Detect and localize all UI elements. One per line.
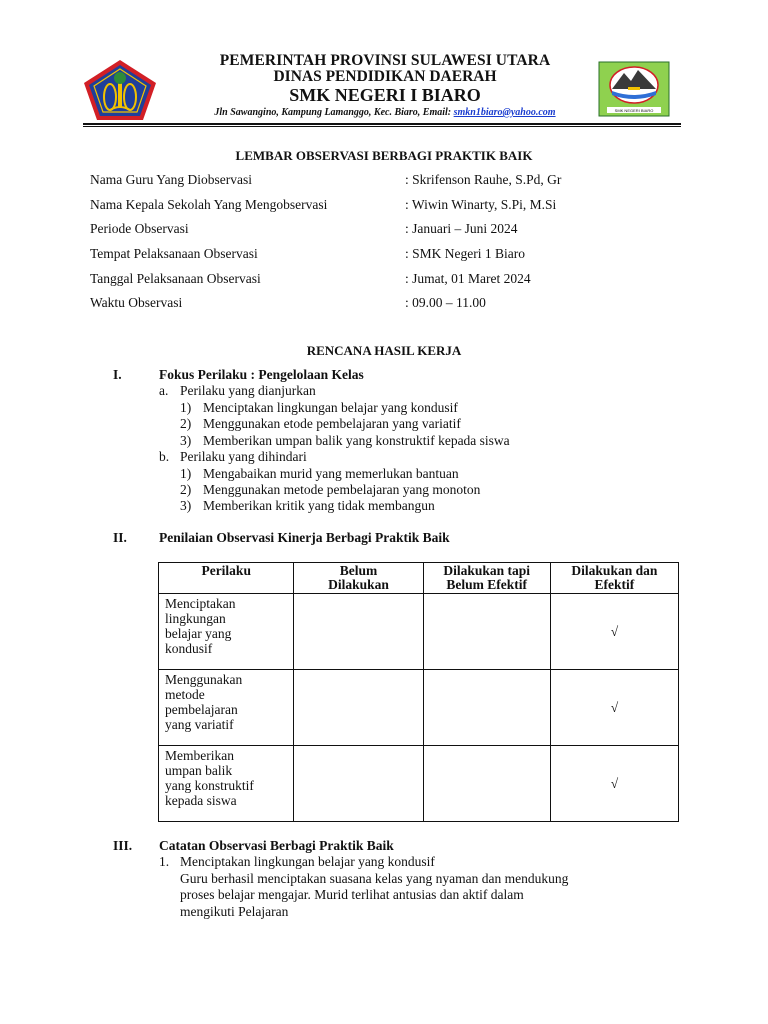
list-item-num: 2) (180, 416, 192, 431)
list-item-num: 2) (180, 482, 192, 497)
field-value-teacher: : Skrifenson Rauhe, S.Pd, Gr (405, 172, 562, 187)
document-title: LEMBAR OBSERVASI BERBAGI PRAKTIK BAIK (235, 148, 533, 163)
list-item: Menggunakan etode pembelajaran yang variatif (203, 416, 461, 431)
note-item-num: 1. (159, 854, 170, 869)
cell-tapi (423, 746, 550, 822)
list-item: Memberikan kritik yang tidak membangun (203, 498, 435, 513)
field-value-period: : Januari – Juni 2024 (405, 221, 518, 236)
field-label-date: Tanggal Pelaksanaan Observasi (90, 271, 261, 286)
sub-a-label: a. (159, 383, 169, 398)
column-header-perilaku: Perilaku (159, 563, 294, 594)
section-title: RENCANA HASIL KERJA (306, 343, 462, 358)
list-item: Menggunakan metode pembelajaran yang monoton (203, 482, 481, 497)
note-item-title: Menciptakan lingkungan belajar yang kondusif (180, 854, 435, 869)
list-item-num: 1) (180, 466, 192, 481)
field-label-teacher: Nama Guru Yang Diobservasi (90, 172, 252, 187)
list-item: Memberikan umpan balik yang konstruktif kepada siswa (203, 433, 510, 448)
cell-belum (294, 670, 423, 746)
field-label-period: Periode Observasi (90, 221, 189, 236)
list-item-num: 3) (180, 498, 192, 513)
cell-perilaku: Menciptakan lingkungan belajar yang kondusif (159, 594, 294, 670)
table-row (159, 670, 679, 746)
section-2-numeral: II. (113, 530, 127, 545)
cell-perilaku: Menggunakan metode pembelajaran yang variatif (159, 670, 294, 746)
letterhead-school-name: SMK NEGERI I BIARO (289, 85, 481, 105)
note-line: mengikuti Pelajaran (180, 904, 289, 919)
letterhead-address (120, 107, 650, 118)
checkmark-cell: √ (550, 670, 678, 746)
list-item: Mengabaikan murid yang memerlukan bantuan (203, 466, 459, 481)
field-label-principal: Nama Kepala Sekolah Yang Mengobservasi (90, 197, 328, 212)
email-link[interactable]: smkn1biaro@yahoo.com (453, 107, 556, 118)
observation-table (158, 562, 679, 822)
column-header-tapi: Dilakukan tapi Belum Efektif (423, 563, 550, 594)
column-header-efektif: Dilakukan dan Efektif (550, 563, 678, 594)
field-value-principal: : Wiwin Winarty, S.Pi, M.Si (405, 197, 557, 212)
cell-perilaku: Memberikan umpan balik yang konstruktif kepada siswa (159, 746, 294, 822)
address-text: Jln Sawangino, Kampung Lamanggo, Kec. Biaro, Email: (214, 107, 454, 118)
field-value-place: : SMK Negeri 1 Biaro (405, 246, 525, 261)
field-label-time: Waktu Observasi (90, 295, 183, 310)
letterhead-divider-thick (83, 123, 681, 125)
sub-b-label: b. (159, 449, 170, 464)
school-logo-text: SMK NEGERI BIARO (614, 108, 654, 113)
column-header-belum: Belum Dilakukan (294, 563, 423, 594)
field-value-date: : Jumat, 01 Maret 2024 (405, 271, 531, 286)
cell-belum (294, 746, 423, 822)
checkmark-cell: √ (550, 594, 678, 670)
table-row (159, 746, 679, 822)
table-header-row (159, 563, 679, 594)
sub-b-title: Perilaku yang dihindari (180, 449, 307, 464)
list-item-num: 1) (180, 400, 192, 415)
section-3-numeral: III. (113, 838, 133, 853)
section-1-numeral: I. (113, 367, 122, 382)
letterhead-government: PEMERINTAH PROVINSI SULAWESI UTARA (219, 52, 551, 69)
section-2-heading: Penilaian Observasi Kinerja Berbagi Praktik Baik (159, 530, 450, 545)
table-row (159, 594, 679, 670)
checkmark-cell: √ (550, 746, 678, 822)
cell-belum (294, 594, 423, 670)
note-line: Guru berhasil menciptakan suasana kelas yang nyaman dan mendukung (180, 871, 569, 886)
sub-a-title: Perilaku yang dianjurkan (180, 383, 316, 398)
field-value-time: : 09.00 – 11.00 (405, 295, 486, 310)
list-item-num: 3) (180, 433, 192, 448)
letterhead-department: DINAS PENDIDIKAN DAERAH (273, 68, 497, 85)
field-label-place: Tempat Pelaksanaan Observasi (90, 246, 258, 261)
note-line: proses belajar mengajar. Murid terlihat antusias dan aktif dalam (180, 887, 524, 902)
cell-tapi (423, 594, 550, 670)
cell-tapi (423, 670, 550, 746)
section-3-heading: Catatan Observasi Berbagi Praktik Baik (159, 838, 394, 853)
letterhead-divider-thin (83, 126, 681, 127)
list-item: Menciptakan lingkungan belajar yang kondusif (203, 400, 458, 415)
section-1-heading: Fokus Perilaku : Pengelolaan Kelas (159, 367, 364, 382)
